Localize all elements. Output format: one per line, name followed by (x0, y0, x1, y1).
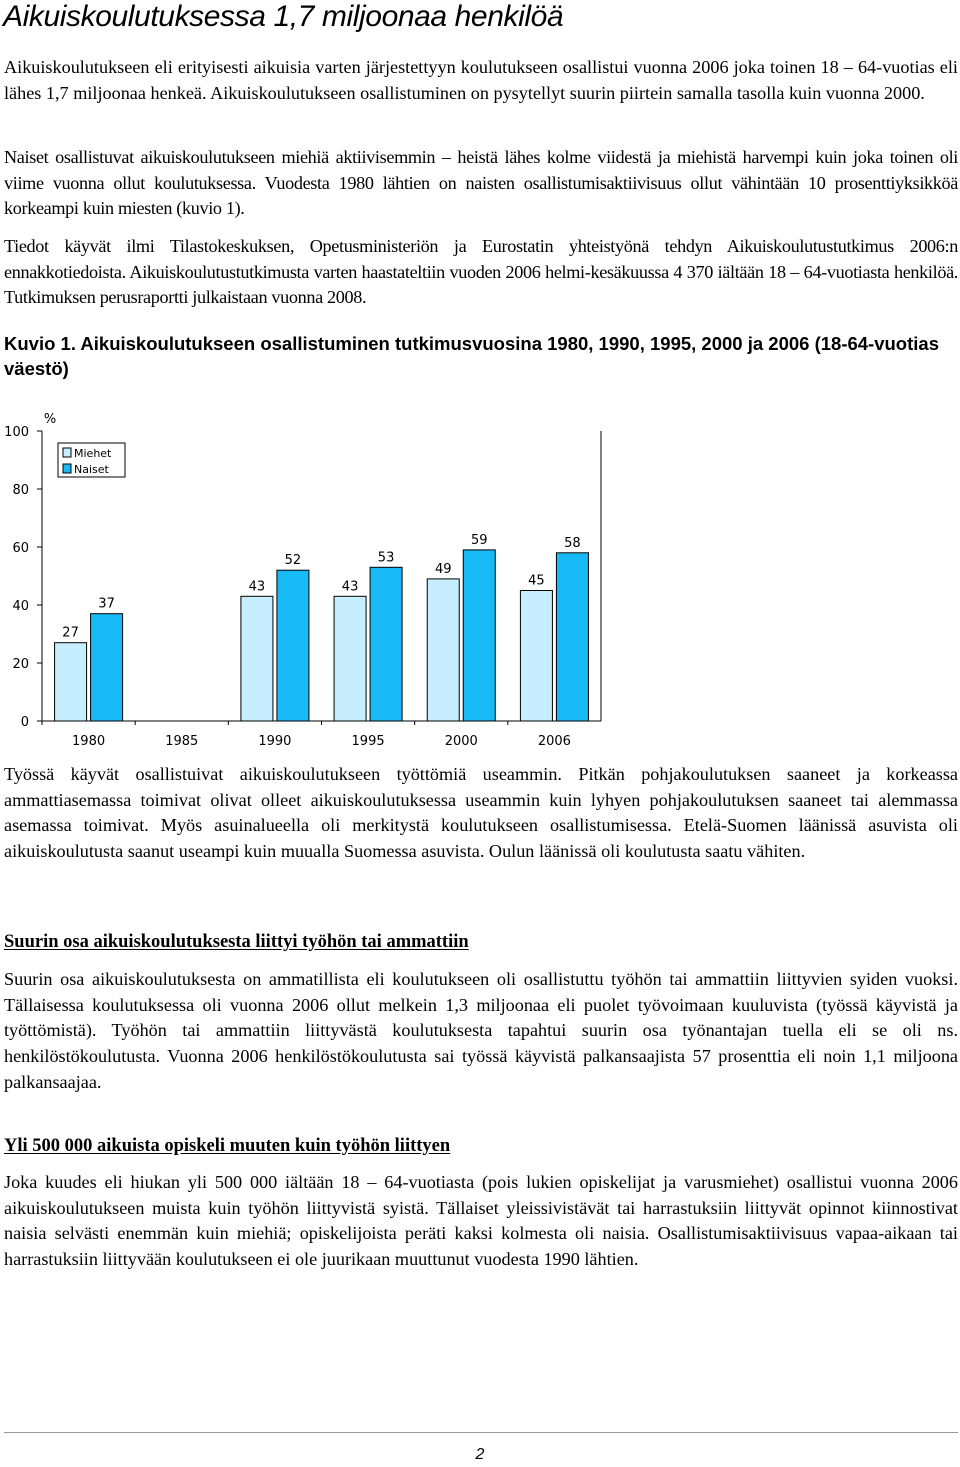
bar-value-label: 43 (341, 579, 359, 595)
bar-value-label: 49 (434, 561, 452, 577)
bar-value-label: 27 (62, 625, 79, 641)
body-paragraph: Aikuiskoulutukseen eli erityisesti aikuisia varten järjestettyyn koulutukseen osallistui vuonna 2006 joka toinen 18 – 64-vuotias eli lähes 1,7 miljoonaa henkeä. Aikuiskoulutukseen osallistuminen on pysytellyt suurin piirtein samalla tasolla kuin vuonna 2000. (4, 57, 958, 103)
bar-value-label: 59 (470, 532, 488, 548)
bar-naiset (277, 570, 309, 721)
x-tick-label: 1995 (351, 734, 385, 749)
participation-bar-chart (0, 405, 620, 755)
footer-divider (4, 1432, 958, 1433)
body-paragraph: Tiedot käyvät ilmi Tilastokeskuksen, Opetusministeriön ja Eurostatin yhteistyönä tehdyn Aikuiskoulutustutkimus 2006:n ennakkotiedoista. Aikuiskoulutustutkimusta varten haastateltiin vuoden 2006 helmi-kesäkuussa 4 370 iältään 18 – 64-vuotiasta henkilöä. Tutkimuksen perusraportti julkaistaan vuonna 2008. (4, 236, 958, 308)
x-tick-label: 2006 (537, 734, 571, 749)
body-paragraph: Joka kuudes eli hiukan yli 500 000 iältään 18 – 64-vuotiasta (pois lukien opiskelijat ja varusmiehet) osallistui vuonna 2006 aikuiskoulutukseen muista kuin työhön liittyvistä syistä. Tällaiset yleissivistävät tai harrastuksiin liittyvät opinnot kiinnostivat naisia selvästi enemmän kuin miehiä; opiskelijoista peräti kaksi kolmesta oli naisia. Osallistumisaktiivisuus vapaa-aikaan tai harrastuksiin liittyvään koulutukseen ei ole juurikaan muuttunut vuodesta 1990 lähtien. (4, 1172, 958, 1270)
y-tick-label: 80 (12, 483, 29, 498)
section-heading: Yli 500 000 aikuista opiskeli muuten kuin työhön liittyen (4, 1136, 451, 1156)
bar-value-label: 52 (284, 553, 302, 569)
bar-miehet (334, 596, 366, 721)
y-tick-label: 20 (12, 657, 29, 672)
legend-label-miehet: Miehet (74, 447, 112, 460)
bar-miehet (427, 579, 459, 721)
legend-swatch-naiset (63, 464, 71, 473)
legend-label-naiset: Naiset (74, 463, 109, 476)
page-title: Aikuiskoulutuksessa 1,7 miljoonaa henkilöä (3, 0, 564, 33)
bar-naiset (91, 614, 123, 721)
bar-value-label: 53 (377, 550, 395, 566)
body-paragraph: Suurin osa aikuiskoulutuksesta on ammatillista eli koulutukseen oli osallistuttu työhön tai ammattiin liittyvien syiden vuoksi. Tällaisessa koulutuksessa oli vuonna 2006 ollut melkein 1,3 miljoonaa eli puolet työvoimaan kuuluvista (työssä käyvistä ja työttömistä). Työhön tai ammattiin liittyvästä koulutuksesta tapahtui suurin osa työnantajan tuella eli se oli ns. henkilöstökoulutusta. Vuonna 2006 henkilöstökoulutusta sai työssä käyvistä palkansaajista 57 prosenttia eli noin 1,1 miljoona palkansaajaa. (4, 969, 958, 1092)
bar-naiset (370, 567, 402, 721)
figure-caption: Kuvio 1. Aikuiskoulutukseen osallistuminen tutkimusvuosina 1980, 1990, 1995, 2000 ja 2006 (18-64-vuotias väestö) (4, 333, 939, 379)
bar-value-label: 58 (564, 535, 581, 551)
bar-naiset (556, 553, 588, 721)
x-tick-label: 2000 (444, 734, 478, 749)
x-tick-label: 1980 (72, 734, 106, 749)
bar-miehet (520, 591, 552, 722)
body-paragraph: Työssä käyvät osallistuivat aikuiskoulutukseen työttömiä useammin. Pitkän pohjakoulutuksen saaneet ja korkeassa ammattiasemassa toimivat olivat olleet aikuiskoulutuksessa useammin kuin lyhyen pohjakoulutuksen saaneet tai alemmassa asemassa toimivat. Myös asuinalueella oli merkitystä koulutukseen osallistumisessa. Etelä-Suomen läänissä asuvista oli aikuiskoulutusta saanut useampi kuin muualla Suomessa asuvista. Oulun läänissä oli koulutusta saatu vähiten. (4, 764, 958, 862)
bar-miehet (241, 596, 273, 721)
bar-naiset (463, 550, 495, 721)
y-axis-unit-label: % (43, 412, 57, 427)
y-tick-label: 60 (12, 541, 29, 556)
bar-value-label: 37 (98, 596, 115, 612)
y-tick-label: 0 (20, 715, 29, 730)
x-tick-label: 1990 (258, 734, 292, 749)
bar-value-label: 43 (248, 579, 266, 595)
y-tick-label: 40 (12, 599, 29, 614)
legend-swatch-miehet (63, 448, 71, 457)
body-paragraph: Naiset osallistuvat aikuiskoulutukseen miehiä aktiivisemmin – heistä lähes kolme viidestä ja miehistä harvempi kuin joka toinen oli viime vuonna ollut koulutuksessa. Vuodesta 1980 lähtien on naisten osallistumisaktiivisuus ollut vähintään 10 prosenttiyksikköä korkeampi kuin miesten (kuvio 1). (4, 147, 958, 219)
bar-miehet (55, 643, 87, 721)
y-tick-label: 100 (4, 425, 29, 440)
page-number: 2 (475, 1446, 485, 1463)
section-heading: Suurin osa aikuiskoulutuksesta liittyi työhön tai ammattiin (4, 932, 469, 952)
bar-value-label: 45 (528, 573, 545, 589)
x-tick-label: 1985 (165, 734, 199, 749)
